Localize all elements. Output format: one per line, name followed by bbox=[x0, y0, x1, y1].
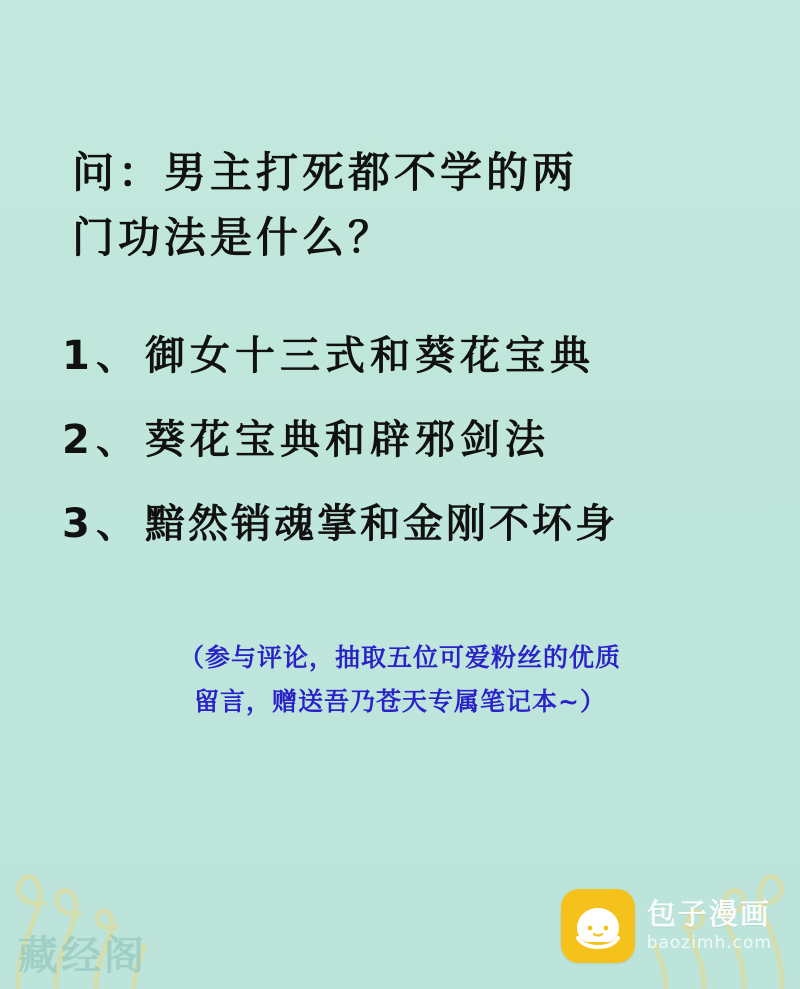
option-separator-3: 、 bbox=[96, 501, 139, 547]
corner-watermark-text: 藏经阁 bbox=[18, 933, 147, 979]
question-line-1: 问：男主打死都不学的两 bbox=[72, 148, 579, 197]
steamed-bun-icon bbox=[572, 904, 624, 950]
option-item-2[interactable] bbox=[62, 417, 762, 463]
logo-text-block bbox=[646, 897, 772, 953]
option-text-3: 黯然销魂掌和金刚不坏身 bbox=[145, 501, 618, 547]
options-list bbox=[62, 333, 762, 588]
giveaway-note bbox=[0, 636, 800, 724]
note-line-2: 留言，赠送吾乃苍天专属笔记本~） bbox=[194, 686, 606, 716]
option-number-3: 3 bbox=[62, 501, 93, 547]
logo-title: 包子漫画 bbox=[646, 897, 771, 931]
option-text-1: 御女十三式和葵花宝典 bbox=[145, 333, 595, 379]
option-number-2: 2 bbox=[62, 417, 93, 463]
option-number-1: 1 bbox=[62, 333, 93, 379]
logo-badge bbox=[561, 889, 635, 963]
option-separator-1: 、 bbox=[96, 333, 139, 379]
question-line-2: 门功法是什么？ bbox=[72, 213, 395, 263]
question-block bbox=[72, 140, 732, 270]
site-logo[interactable] bbox=[561, 889, 772, 963]
option-item-1[interactable] bbox=[62, 333, 762, 379]
option-separator-2: 、 bbox=[96, 417, 139, 463]
logo-subtitle: baozimh.com bbox=[646, 933, 772, 953]
option-text-2: 葵花宝典和辟邪剑法 bbox=[145, 417, 550, 463]
note-line-1: （参与评论，抽取五位可爱粉丝的优质 bbox=[178, 643, 621, 672]
option-item-3[interactable] bbox=[62, 501, 762, 547]
